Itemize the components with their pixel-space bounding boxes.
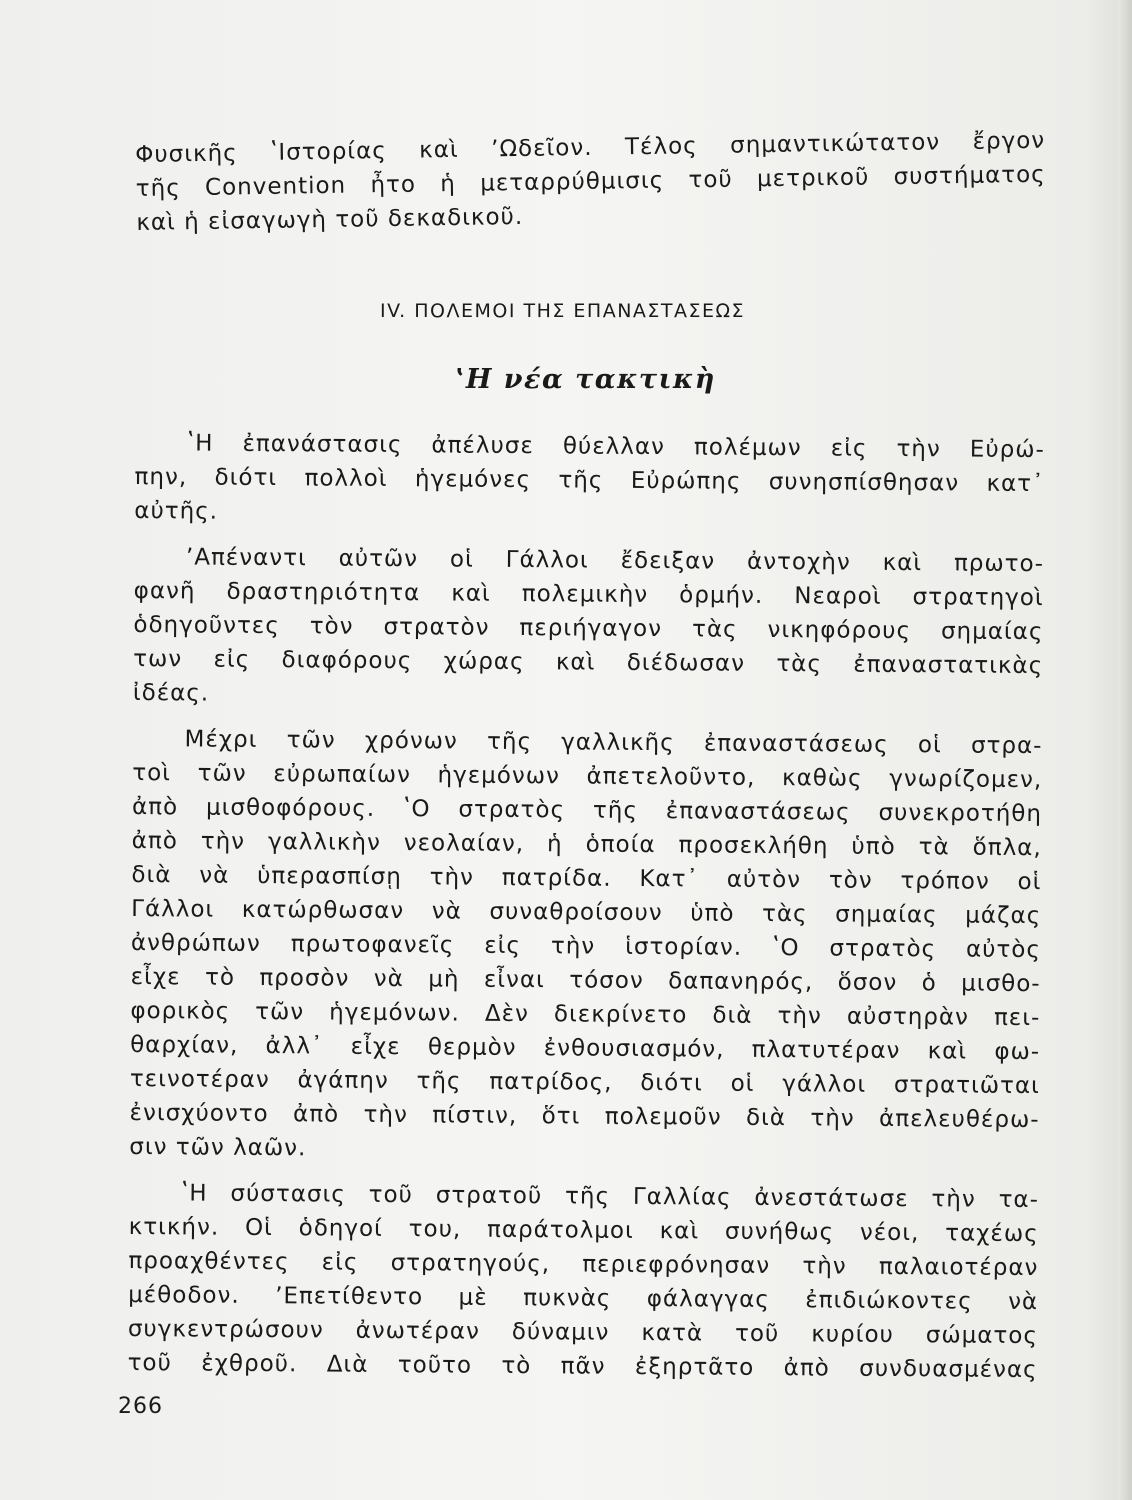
text-line: Φυσικῆς ʽΙστορίας καὶ ʼΩδεῖον. Τέλος σημαντικώτατον ἔργον (135, 127, 1046, 168)
text-line: τῆς Convention ἦτο ἡ μεταρρύθμισις τοῦ μετρικοῦ συστήματος (135, 161, 1046, 202)
paragraph (133, 540, 1044, 717)
text-line: ʽΗ ἐπανάστασις ἀπέλυσε θύελλαν πολέμων εἰς τὴν Εὐρώ- (186, 430, 1045, 464)
text-line: καὶ ἡ εἰσαγωγὴ τοῦ δεκαδικοῦ. (136, 203, 524, 236)
text-line: τεινοτέραν ἀγάπην τῆς πατρίδος, διότι οἱ γάλλοι στρατιῶται (129, 1065, 1040, 1100)
text-line: θαρχίαν, ἀλλ᾽ εἶχε θερμὸν ἐνθουσιασμόν, πλατυτέραν καὶ φω- (130, 1031, 1041, 1066)
text-line: μέθοδον. ʼΕπετίθεντο μὲ πυκνὰς φάλαγγας ἐπιδιώκοντες νὰ (128, 1281, 1039, 1316)
text-line: διὰ νὰ ὑπερασπίσῃ τὴν πατρίδα. Κατ᾽ αὐτὸν τὸν τρόπον οἱ (131, 861, 1042, 896)
text-line: ʼΑπέναντι αὐτῶν οἱ Γάλλοι ἔδειξαν ἀντοχὴν καὶ πρωτο- (185, 544, 1045, 578)
text-line: φανῆ δραστηριότητα καὶ πολεμικὴν ὁρμήν. Νεαροὶ στρατηγοὶ (133, 577, 1044, 612)
text-line: ἀπὸ τὴν γαλλικὴν νεολαίαν, ἡ ὁποία προσεκλήθη ὑπὸ τὰ ὅπλα, (131, 827, 1042, 862)
paragraph (129, 722, 1042, 1171)
text-line: αὐτῆς. (134, 497, 219, 525)
text-line: Γάλλοι κατώρθωσαν νὰ συναθροίσουν ὑπὸ τὰς σημαίας μάζας (131, 895, 1042, 930)
text-line: τοῦ ἐχθροῦ. Διὰ τοῦτο τὸ πᾶν ἐξηρτᾶτο ἀπὸ συνδυασμένας (127, 1349, 1038, 1384)
text-line: ἰδέας. (132, 679, 210, 707)
section-subheading: ʽΗ νέα τακτικὴ (455, 364, 716, 395)
text-line: ʽΗ σύστασις τοῦ στρατοῦ τῆς Γαλλίας ἀνεστάτωσε τὴν τα- (180, 1180, 1040, 1214)
text-line: Μέχρι τῶν χρόνων τῆς γαλλικῆς ἐπαναστάσεως οἱ στρα- (184, 726, 1043, 760)
section-heading: IV. ΠΟΛΕΜΟΙ ΤΗΣ ΕΠΑΝΑΣΤΑΣΕΩΣ (380, 300, 746, 322)
text-line: ἀνθρώπων πρωτοφανεῖς εἰς τὴν ἱστορίαν. ʽΟ στρατὸς αὐτὸς (130, 929, 1042, 964)
intro-paragraph (135, 124, 1046, 240)
text-line: φορικὸς τῶν ἡγεμόνων. Δὲν διεκρίνετο διὰ τὴν αὐστηρὰν πει- (130, 997, 1041, 1032)
text-line: εἶχε τὸ προσὸν νὰ μὴ εἶναι τόσον δαπανηρός, ὅσον ὁ μισθο- (130, 963, 1041, 998)
text-line: των εἰς διαφόρους χώρας καὶ διέδωσαν τὰς ἐπαναστατικὰς (133, 645, 1044, 680)
page-number: 266 (118, 1394, 163, 1419)
text-line: πην, διότι πολλοὶ ἡγεμόνες τῆς Εὐρώπης συνησπίσθησαν κατ᾽ (134, 463, 1045, 498)
page-edge-shadow (1118, 0, 1132, 1500)
text-line: συγκεντρώσουν ἀνωτέραν δύναμιν κατὰ τοῦ κυρίου σώματος (127, 1315, 1038, 1350)
text-line: ἀπὸ μισθοφόρους. ʽΟ στρατὸς τῆς ἐπαναστάσεως συνεκροτήθη (131, 793, 1043, 828)
text-line: προαχθέντες εἰς στρατηγούς, περιεφρόνησαν τὴν παλαιοτέραν (128, 1247, 1039, 1282)
text-line: τοὶ τῶν εὐρωπαίων ἡγεμόνων ἀπετελοῦντο, καθὼς γνωρίζομεν, (132, 759, 1043, 794)
text-line: ἐνισχύοντο ἀπὸ τὴν πίστιν, ὅτι πολεμοῦν διὰ τὴν ἀπελευθέρω- (129, 1099, 1040, 1134)
text-line: κτικήν. Οἱ ὁδηγοί του, παράτολμοι καὶ συνήθως νέοι, ταχέως (128, 1213, 1039, 1248)
body-text (128, 426, 1045, 1387)
text-line: ὁδηγοῦντες τὸν στρατὸν περιήγαγον τὰς νικηφόρους σημαίας (133, 611, 1044, 646)
paragraph (128, 1176, 1040, 1387)
text-line: σιν τῶν λαῶν. (129, 1133, 307, 1162)
paragraph (134, 426, 1045, 535)
